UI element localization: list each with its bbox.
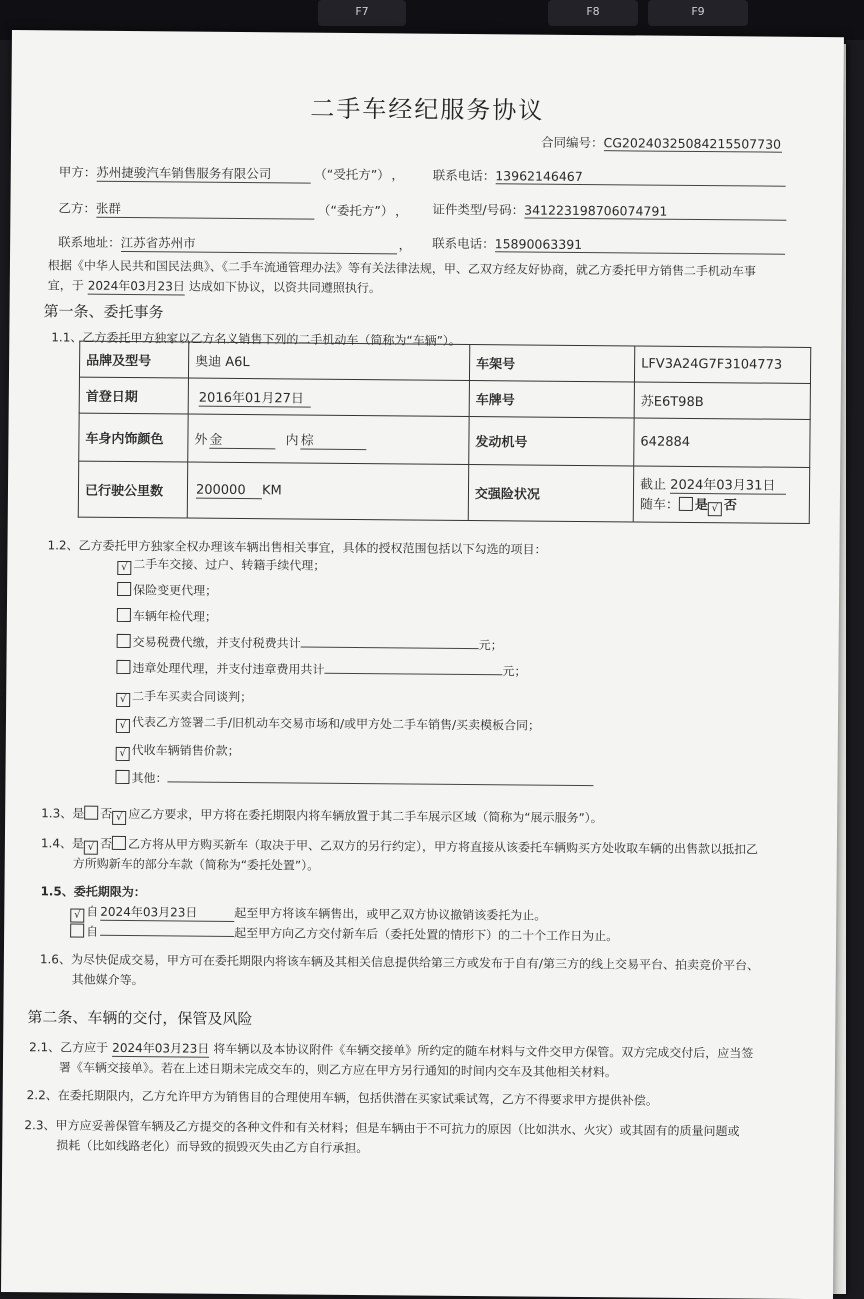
clause-2-2: 2.2、在委托期限内，乙方允许甲方为销售目的合理使用车辆，包括供潜在买家试乘试驾，乙方不得要求甲方提供补偿。 — [26, 1088, 658, 1108]
insurance-label: 交强险状况 — [468, 465, 633, 522]
term-from-label: 自 — [86, 924, 99, 939]
auth-item-0 — [117, 555, 325, 577]
contract-number-label: 合同编号： — [540, 134, 604, 151]
violation-amount-blank[interactable] — [324, 673, 502, 676]
clause-1-3-no: 否 — [100, 806, 113, 821]
clause-1-4-yes: 1.4、是 — [40, 836, 85, 851]
mileage-label: 已行驶公里数 — [78, 461, 187, 518]
address-row — [58, 232, 411, 254]
outer-color-value: 金 — [209, 428, 275, 449]
term-option-a-text: 起至甲方将该车辆售出，或甲乙双方协议撤销该委托为止。 — [234, 905, 547, 923]
address-comma: ， — [398, 237, 412, 253]
auth-item-4 — [116, 659, 526, 680]
term-from-label: 自 — [86, 904, 99, 919]
phone-label: 联系电话： — [432, 167, 496, 184]
checkbox-term-a[interactable]: √ — [70, 909, 84, 923]
clause-1-4-text: 乙方将从甲方购买新车（取决于甲、乙双方的另行约定），甲方将直接从该委托车辆购买方处收取车辆的出售款以抵扣乙 — [127, 837, 759, 857]
insurance-yes-label: 是 — [694, 497, 708, 513]
clause-1-1: 1.1、乙方委托甲方独家以乙方名义销售下列的二手机动车（简称为“车辆”）。 — [51, 330, 461, 348]
clause-2-3: 2.3、甲方应妥善保管车辆及乙方提交的各种文件和有关材料；但是车辆由于不可抗力的原因（比如洪水、火灾）或其固有的质量问题或 — [24, 1118, 740, 1139]
inner-color-value: 棕 — [301, 429, 367, 450]
preamble-line-1: 根据《中华人民共和国民法典》、《二手车流通管理办法》等有关法律法规，甲、乙双方经友好协商，就乙方委托甲方销售二手机动车事 — [47, 258, 756, 279]
phone-b-value: 15890063391 — [495, 236, 785, 255]
section-2-title: 第二条、车辆的交付，保管及风险 — [27, 1008, 253, 1029]
id-label: 证件类型/号码： — [432, 201, 525, 218]
term-option-b — [70, 923, 618, 945]
clause-2-1-text: 2.1、乙方应于 — [29, 1040, 109, 1055]
color-label: 车身内饰颜色 — [79, 413, 188, 462]
checkbox-insurance-no[interactable]: √ — [708, 502, 722, 516]
clause-1-6-cont: 其他媒介等。 — [71, 972, 144, 988]
vin-value: LFV3A24G7F3104773 — [634, 346, 810, 384]
auth-item-8 — [115, 769, 593, 790]
checkbox-auth-0[interactable]: √ — [117, 561, 131, 575]
mileage-value: 200000 — [196, 482, 262, 499]
keyboard-key: F9 — [648, 0, 748, 26]
inner-color-label: 内 — [285, 432, 299, 449]
outer-color-label: 外 — [194, 432, 208, 448]
party-b-row — [58, 198, 407, 220]
address-value: 江苏省苏州市 — [121, 233, 397, 254]
auth-item-text: 其他： — [131, 771, 168, 786]
checkbox-auth-5[interactable]: √ — [116, 693, 130, 707]
checkbox-1-3-no[interactable]: √ — [112, 811, 126, 825]
clause-1-3-yes: 1.3、是 — [41, 806, 85, 821]
checkbox-auth-4[interactable] — [116, 660, 130, 674]
first-reg-label: 首登日期 — [79, 377, 188, 414]
color-cell — [188, 414, 469, 464]
checkbox-auth-1[interactable] — [117, 582, 131, 596]
insurance-cell — [633, 466, 809, 524]
plate-label: 车牌号 — [469, 381, 634, 418]
brand-label: 品牌及型号 — [79, 341, 188, 378]
mileage-unit: KM — [261, 482, 282, 498]
preamble-date: 2024年03月23日 — [87, 278, 185, 294]
first-reg-cell — [188, 378, 469, 416]
vehicle-info-table — [78, 341, 812, 524]
plate-value: 苏E6T98B — [634, 382, 810, 420]
auth-item-2 — [117, 607, 217, 625]
brand-value: 奥迪 A6L — [188, 342, 469, 380]
party-b-label: 乙方： — [58, 200, 97, 216]
clause-1-3-text: 应乙方要求，甲方将在委托期限内将车辆放置于其二手车展示区域（简称为“展示服务”）。 — [128, 807, 603, 826]
engine-label: 发动机号 — [469, 417, 634, 466]
mileage-cell — [187, 462, 468, 520]
auth-item-text: 代收车辆销售价款； — [131, 743, 240, 759]
auth-item-6 — [116, 713, 540, 737]
party-a-label: 甲方： — [58, 164, 97, 180]
checkbox-auth-8[interactable] — [115, 770, 129, 784]
party-b-phone — [432, 234, 785, 255]
insurance-no-label: 否 — [723, 497, 737, 513]
first-reg-value: 2016年01月27日 — [199, 386, 311, 407]
term-start-date: 2024年03月23日 — [100, 903, 234, 922]
keyboard-key: F7 — [318, 0, 406, 26]
checkbox-1-4-yes[interactable]: √ — [84, 841, 98, 855]
preamble-text: 宜，于 — [47, 278, 84, 293]
insurance-until-date: 2024年03月31日 — [670, 473, 786, 494]
vin-label: 车架号 — [469, 345, 634, 382]
checkbox-auth-3[interactable] — [117, 634, 131, 648]
clause-2-1-cont: 署《车辆交接单》。若在上述日期未完成交车的，则乙方应在甲方另行通知的时间内交车及其他相关材料。 — [58, 1060, 618, 1080]
handover-date: 2024年03月23日 — [112, 1040, 210, 1056]
clause-2-1-text: 将车辆以及本协议附件《车辆交接单》所约定的随车材料与文件交甲方保管。双方完成交付后，应当签 — [213, 1041, 754, 1061]
auth-item-text: 二手车买卖合同谈判； — [132, 689, 253, 705]
preamble-line-2 — [48, 276, 381, 297]
auth-item-text: 车辆年检代理； — [132, 609, 217, 624]
term-b-blank[interactable] — [100, 935, 234, 937]
checkbox-auth-7[interactable]: √ — [116, 747, 130, 761]
clause-1-2: 1.2、乙方委托甲方独家全权办理该车辆出售相关事宜，具体的授权范围包括以下勾选的项目： — [47, 538, 547, 557]
party-a-phone — [433, 166, 786, 187]
auth-item-1 — [117, 581, 217, 599]
id-number: 341223198706074791 — [524, 202, 786, 220]
clause-1-6: 1.6、为尽快促成交易，甲方可在委托期限内将该车辆及其相关信息提供给第三方或发布于自有/第三方的线上交易平台、拍卖竞价平台、 — [39, 952, 760, 973]
checkbox-1-4-no[interactable] — [112, 836, 126, 850]
party-b-name: 张群 — [96, 199, 314, 220]
party-a-comma: ， — [391, 167, 405, 183]
auth-item-7 — [116, 741, 240, 762]
clause-2-3-cont: 损耗（比如线路老化）而导致的损毁灭失由乙方自行承担。 — [56, 1138, 369, 1156]
engine-value: 642884 — [634, 418, 810, 468]
clause-1-3 — [41, 804, 603, 829]
auth-item-text: 交易税费代缴，并支付税费共计 — [132, 635, 301, 651]
checkbox-1-3-yes[interactable] — [84, 806, 98, 820]
auth-item-text: 保险变更代理； — [133, 583, 218, 598]
party-a-role: （“受托方”） — [314, 166, 384, 183]
auth-item-text: 代表乙方签署二手/旧机动车交易市场和/或甲方处二手车销售/买卖模板合同； — [131, 715, 541, 733]
auth-item-text: 二手车交接、过户、转籍手续代理； — [133, 557, 326, 573]
party-b-comma: ， — [395, 203, 408, 219]
party-a-row — [59, 162, 404, 184]
insurance-until-label: 截止 — [639, 476, 667, 493]
contract-number — [541, 133, 782, 153]
auth-item-3 — [117, 633, 503, 653]
auth-item-text: 违章处理代理，并支付违章费用共计 — [132, 661, 325, 677]
party-b-id — [432, 200, 786, 221]
tax-amount-blank[interactable] — [301, 647, 479, 650]
preamble-text: 达成如下协议，以资共同遵照执行。 — [188, 279, 381, 296]
auth-item-5 — [116, 687, 252, 708]
checkbox-insurance-yes[interactable] — [679, 496, 693, 510]
term-option-b-text: 起至甲方向乙方交付新车后（委托处置的情形下）的二十个工作日为止。 — [234, 925, 619, 944]
checkbox-auth-6[interactable]: √ — [116, 719, 130, 733]
other-blank[interactable] — [167, 781, 593, 786]
checkbox-auth-2[interactable] — [117, 608, 131, 622]
clause-1-4-no: 否 — [99, 836, 113, 851]
contract-page — [1, 30, 844, 1299]
contract-number-value: CG20240325084215507730 — [603, 135, 782, 152]
document-title: 二手车经纪服务协议 — [310, 94, 545, 125]
clause-1-5: 1.5、委托期限为： — [40, 884, 146, 900]
insurance-with-label: 随车： — [639, 496, 679, 513]
section-1-title: 第一条、委托事务 — [43, 302, 164, 322]
auth-item-suffix: 元； — [502, 664, 527, 679]
address-label: 联系地址： — [58, 234, 121, 250]
phone-label: 联系电话： — [432, 235, 495, 252]
keyboard-key: F8 — [548, 0, 638, 26]
clause-1-4-cont: 方所购新车的部分车款（简称为“委托处置”）。 — [72, 856, 320, 873]
party-a-name: 苏州捷骏汽车销售服务有限公司 — [96, 163, 310, 184]
party-b-role: （“委托方”） — [317, 202, 388, 219]
checkbox-term-b[interactable] — [70, 924, 84, 938]
phone-a-value: 13962146467 — [495, 168, 785, 187]
auth-item-suffix: 元； — [478, 638, 503, 653]
